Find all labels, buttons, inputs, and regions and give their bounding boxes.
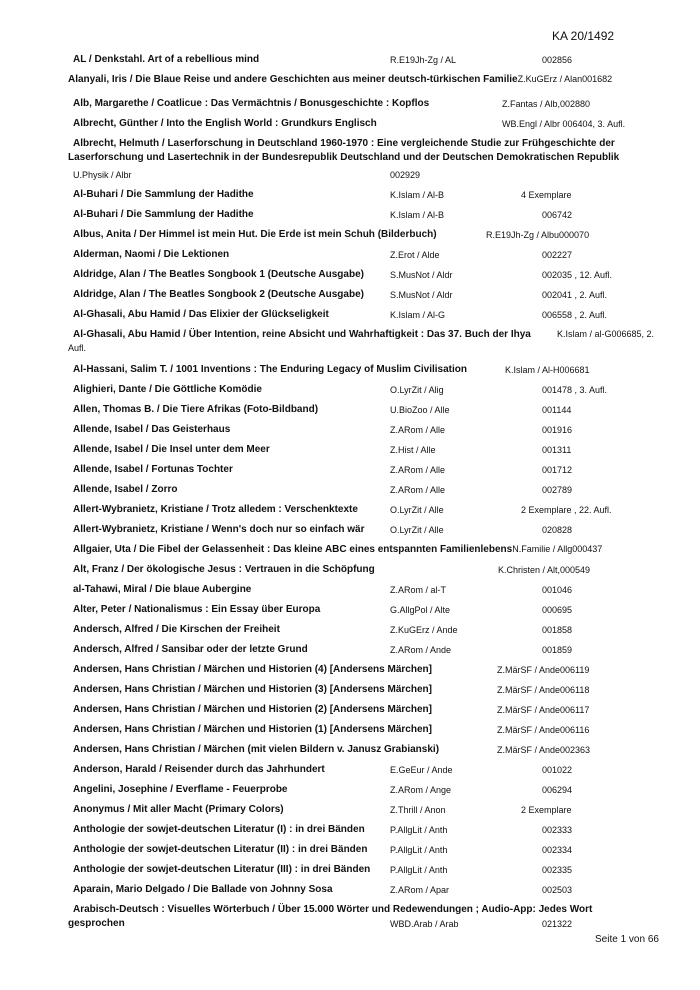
entry-title: Andersch, Alfred / Die Kirschen der Freiheit — [73, 624, 280, 635]
list-item — [0, 54, 700, 74]
entry-number: 001478 , 3. Aufl. — [542, 385, 608, 395]
list-item — [0, 524, 700, 544]
entry-number: 002334 — [542, 845, 573, 855]
entry-shelf: O.LyrZit / Alle — [390, 525, 444, 535]
list-item — [0, 504, 700, 524]
list-item — [0, 424, 700, 444]
entry-number: 2 Exemplare — [521, 805, 572, 815]
list-item — [0, 704, 700, 724]
entry-title: Andersch, Alfred / Sansibar oder der letzte Grund — [73, 644, 308, 655]
entry-title: Arabisch-Deutsch : Visuelles Wörterbuch / Über 15.000 Wörter und Redewendungen ; Audio-App: Jedes Wort — [73, 904, 593, 915]
list-item — [0, 444, 700, 464]
entry-shelf-number: WB.Engl / Albr 006404, 3. Aufl. — [502, 119, 626, 129]
entry-number: 002503 — [542, 885, 573, 895]
entry-shelf: Z.ARom / Ange — [390, 785, 452, 795]
entry-line — [73, 544, 602, 555]
list-item — [0, 784, 700, 804]
entry-shelf-number: Z.KuGErz / Alan001682 — [517, 74, 613, 84]
entry-title: Andersen, Hans Christian / Märchen und Historien (4) [Andersens Märchen] — [73, 664, 432, 675]
entry-title: Allende, Isabel / Fortunas Tochter — [73, 464, 233, 475]
entry-shelf: O.LyrZit / Alle — [390, 505, 444, 515]
entry-title: Al-Ghasali, Abu Hamid / Über Intention, reine Absicht und Wahrhaftigkeit : Das 37. Buch der Ihya — [73, 329, 531, 340]
document-code: KA 20/1492 — [552, 29, 615, 43]
list-item — [0, 824, 700, 844]
entry-number: 4 Exemplare — [521, 190, 572, 200]
entry-title: Anonymus / Mit aller Macht (Primary Colors) — [73, 804, 284, 815]
entry-title: Alderman, Naomi / Die Lektionen — [73, 249, 230, 260]
entry-title: Andersen, Hans Christian / Märchen und Historien (3) [Andersens Märchen] — [73, 684, 432, 695]
list-item — [0, 804, 700, 824]
list-item — [0, 98, 700, 118]
entry-line — [73, 229, 437, 240]
entry-number: 006742 — [542, 210, 573, 220]
entry-title: Aldridge, Alan / The Beatles Songbook 2 (Deutsche Ausgabe) — [73, 289, 364, 300]
entry-shelf: U.Physik / Albr — [73, 170, 132, 180]
entry-shelf: WBD.Arab / Arab — [390, 919, 459, 929]
entry-number: 006558 , 2. Aufl. — [542, 310, 608, 320]
list-item — [0, 844, 700, 864]
entry-shelf: K.Islam / Al-G — [390, 310, 446, 320]
entry-shelf: Z.Hist / Alle — [390, 445, 436, 455]
list-item — [0, 544, 700, 564]
list-item — [0, 684, 700, 704]
list-item — [0, 644, 700, 664]
entry-shelf: Z.ARom / Alle — [390, 425, 446, 435]
entry-shelf: Z.ARom / al-T — [390, 585, 447, 595]
entry-number: 001916 — [542, 425, 573, 435]
entry-number: 000695 — [542, 605, 573, 615]
list-item — [0, 404, 700, 424]
entry-title: Allen, Thomas B. / Die Tiere Afrikas (Foto-Bildband) — [73, 404, 319, 415]
entry-number: 006294 — [542, 785, 573, 795]
entry-title: Andersen, Hans Christian / Märchen und Historien (1) [Andersens Märchen] — [73, 724, 432, 735]
entry-title: Anthologie der sowjet-deutschen Literatur (II) : in drei Bänden — [73, 844, 368, 855]
entry-shelf: U.BioZoo / Alle — [390, 405, 450, 415]
list-item — [0, 484, 700, 504]
list-item — [0, 189, 700, 209]
entry-line — [73, 724, 432, 735]
entry-shelf-number: Z.MärSF / Ande006119 — [497, 665, 590, 675]
entry-line — [73, 564, 375, 575]
entry-shelf-number: K.Islam / Al-H006681 — [505, 365, 590, 375]
list-item — [0, 864, 700, 884]
entry-title: Allende, Isabel / Das Geisterhaus — [73, 424, 231, 435]
entry-number: 002035 , 12. Aufl. — [542, 270, 613, 280]
entry-number: 001046 — [542, 585, 573, 595]
entry-title: Alanyali, Iris / Die Blaue Reise und andere Geschichten aus meiner deutsch-türkischen Familie — [68, 74, 518, 85]
entry-shelf: S.MusNot / Aldr — [390, 270, 453, 280]
entry-title: Allgaier, Uta / Die Fibel der Gelassenheit : Das kleine ABC eines entspannten Familienlebens — [73, 544, 513, 555]
list-item — [0, 209, 700, 229]
entry-line — [73, 744, 439, 755]
entry-line — [73, 118, 377, 129]
entry-line — [73, 704, 432, 715]
list-item — [0, 169, 700, 189]
list-item — [0, 309, 700, 329]
entry-title: Anderson, Harald / Reisender durch das Jahrhundert — [73, 764, 325, 775]
entry-number: 002856 — [542, 55, 573, 65]
entry-title: Al-Buhari / Die Sammlung der Hadithe — [73, 209, 254, 220]
entry-title: Allende, Isabel / Die Insel unter dem Meer — [73, 444, 270, 455]
list-item — [0, 724, 700, 744]
entry-shelf: P.AllgLit / Anth — [390, 845, 448, 855]
entry-number: 001144 — [542, 405, 572, 415]
entry-title: Allert-Wybranietz, Kristiane / Trotz alledem : Verschenktexte — [73, 504, 358, 515]
list-item — [0, 764, 700, 784]
entry-title: Aldridge, Alan / The Beatles Songbook 1 (Deutsche Ausgabe) — [73, 269, 364, 280]
entry-shelf: Z.ARom / Apar — [390, 885, 450, 895]
entry-line — [73, 98, 429, 109]
entry-number: 021322 — [542, 919, 573, 929]
entry-shelf: R.E19Jh-Zg / AL — [390, 55, 457, 65]
entry-number: 001311 — [542, 445, 572, 455]
entry-title: Al-Hassani, Salim T. / 1001 Inventions : The Enduring Legacy of Muslim Civilisation — [73, 364, 467, 375]
entry-title-continued: Laserforschung und Lasertechnik in der Bundesrepublik Deutschland und der Deutschen Demokratischen Republik — [68, 152, 620, 163]
entry-title: Anthologie der sowjet-deutschen Literatur (III) : in drei Bänden — [73, 864, 371, 875]
entry-number: 002333 — [542, 825, 573, 835]
entry-shelf: K.Islam / Al-B — [390, 210, 445, 220]
list-item — [0, 884, 700, 904]
entry-title: Al-Buhari / Die Sammlung der Hadithe — [73, 189, 254, 200]
list-item — [0, 564, 700, 584]
list-item — [0, 464, 700, 484]
entry-number: 002041 , 2. Aufl. — [542, 290, 608, 300]
entry-title: Alter, Peter / Nationalismus : Ein Essay über Europa — [73, 604, 321, 615]
entry-title: Allert-Wybranietz, Kristiane / Wenn's doch nur so einfach wär — [73, 524, 365, 535]
list-item — [0, 74, 700, 94]
entry-shelf: P.AllgLit / Anth — [390, 825, 448, 835]
entry-shelf: Z.ARom / Alle — [390, 485, 446, 495]
entry-shelf-number: Z.MärSF / Ande006116 — [497, 725, 590, 735]
list-item — [0, 289, 700, 309]
entry-line — [68, 74, 612, 85]
entry-number: 001858 — [542, 625, 573, 635]
entry-shelf-number: N.Familie / Allg000437 — [512, 544, 603, 554]
entry-line — [73, 684, 432, 695]
list-item — [0, 664, 700, 684]
entry-shelf: P.AllgLit / Anth — [390, 865, 448, 875]
list-item — [0, 604, 700, 624]
entry-number: 002929 — [390, 170, 421, 180]
list-item — [0, 744, 700, 764]
entry-title: Alt, Franz / Der ökologische Jesus : Vertrauen in die Schöpfung — [73, 564, 375, 575]
entry-shelf: K.Islam / Al-B — [390, 190, 445, 200]
entry-number: 001859 — [542, 645, 573, 655]
entry-shelf: S.MusNot / Aldr — [390, 290, 453, 300]
entry-title: Andersen, Hans Christian / Märchen (mit vielen Bildern v. Janusz Grabianski) — [73, 744, 440, 755]
entry-shelf-number: Z.Fantas / Alb,002880 — [502, 99, 591, 109]
entry-line — [73, 664, 432, 675]
entry-shelf: Z.KuGErz / Ande — [390, 625, 458, 635]
entry-number: 001022 — [542, 765, 573, 775]
entry-title: AL / Denkstahl. Art of a rebellious mind — [73, 54, 260, 65]
entry-number: 001712 — [542, 465, 573, 475]
entry-title: al-Tahawi, Miral / Die blaue Aubergine — [73, 584, 252, 595]
entry-title: Albus, Anita / Der Himmel ist mein Hut. Die Erde ist mein Schuh (Bilderbuch) — [73, 229, 437, 240]
entry-title: Albrecht, Günther / Into the English World : Grundkurs Englisch — [73, 118, 377, 129]
entry-shelf: Z.Erot / Alde — [390, 250, 440, 260]
entry-title: Angelini, Josephine / Everflame - Feuerprobe — [73, 784, 288, 795]
list-item — [0, 384, 700, 404]
list-item — [0, 624, 700, 644]
list-item — [0, 229, 700, 249]
entry-shelf: G.AllgPol / Alte — [390, 605, 451, 615]
entry-shelf-number: K.Islam / al-G006685, 2. — [557, 329, 655, 339]
entry-shelf: O.LyrZit / Alig — [390, 385, 444, 395]
entry-number: 002335 — [542, 865, 573, 875]
entry-title: Al-Ghasali, Abu Hamid / Das Elixier der Glückseligkeit — [73, 309, 329, 320]
entry-title: Alb, Margarethe / Coatlicue : Das Vermächtnis / Bonusgeschichte : Kopflos — [73, 98, 430, 109]
entry-number: 2 Exemplare , 22. Aufl. — [521, 505, 612, 515]
entry-edition-continued: Aufl. — [68, 343, 87, 353]
list-item — [0, 269, 700, 289]
entry-number: 002227 — [542, 250, 573, 260]
entry-shelf-number: Z.MärSF / Ande002363 — [497, 745, 591, 755]
entry-title: Andersen, Hans Christian / Märchen und Historien (2) [Andersens Märchen] — [73, 704, 432, 715]
entry-title: Alighieri, Dante / Die Göttliche Komödie — [73, 384, 262, 395]
entry-shelf-number: Z.MärSF / Ande006117 — [497, 705, 590, 715]
page-number: Seite 1 von 66 — [595, 934, 659, 945]
entry-shelf-number: R.E19Jh-Zg / Albu000070 — [486, 230, 590, 240]
entry-shelf: Z.ARom / Alle — [390, 465, 446, 475]
list-item — [0, 584, 700, 604]
list-item — [0, 249, 700, 269]
entry-shelf-number: Z.MärSF / Ande006118 — [497, 685, 590, 695]
entry-number: 002789 — [542, 485, 573, 495]
entry-shelf: Z.ARom / Ande — [390, 645, 452, 655]
entry-title: Aparain, Mario Delgado / Die Ballade von Johnny Sosa — [73, 884, 333, 895]
entry-shelf-number: K.Christen / Alt,000549 — [498, 565, 591, 575]
entry-shelf: Z.Thrill / Anon — [390, 805, 446, 815]
entry-title: Anthologie der sowjet-deutschen Literatur (I) : in drei Bänden — [73, 824, 365, 835]
entry-title: Albrecht, Helmuth / Laserforschung in Deutschland 1960-1970 : Eine vergleichende Studie zur Frühgeschichte der — [73, 138, 615, 149]
list-item — [0, 364, 700, 384]
entry-line — [73, 364, 467, 375]
entry-number: 020828 — [542, 525, 573, 535]
entry-shelf: E.GeEur / Ande — [390, 765, 453, 775]
entry-title: Allende, Isabel / Zorro — [73, 484, 178, 495]
entry-title-continued: gesprochen — [68, 918, 125, 929]
list-item — [0, 118, 700, 138]
